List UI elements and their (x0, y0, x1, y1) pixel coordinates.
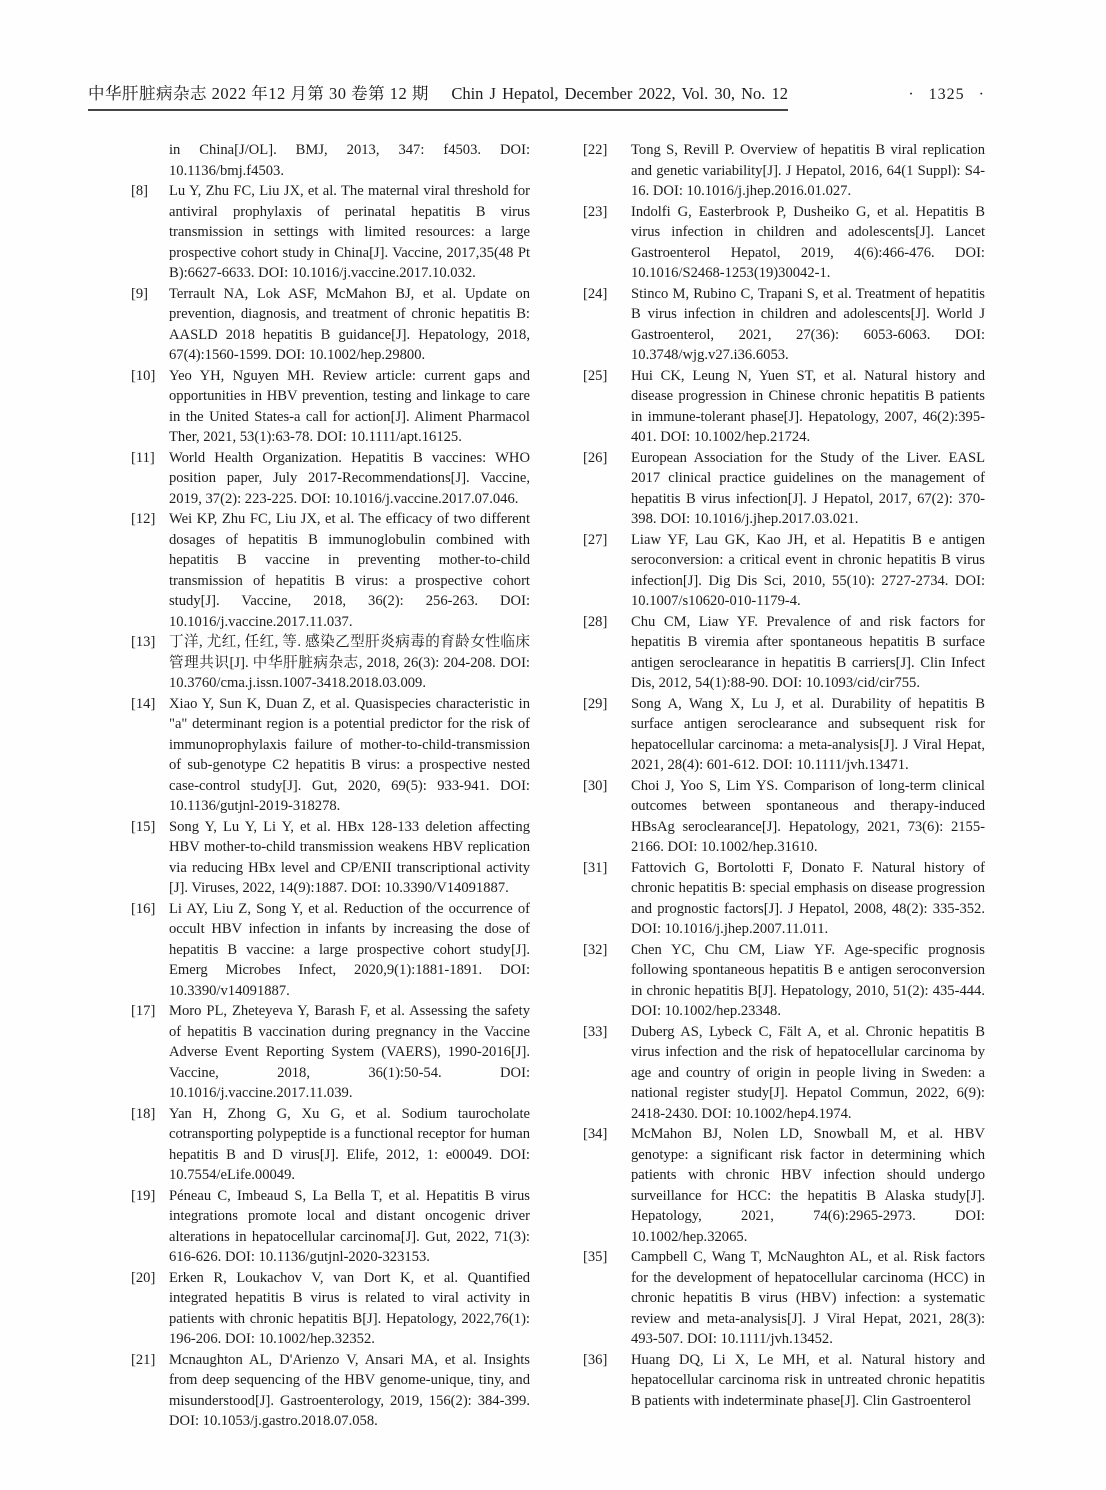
reference-number: [18] (131, 1105, 156, 1122)
reference-item (131, 140, 530, 181)
references-right-column (583, 140, 985, 1432)
reference-item (131, 1001, 530, 1104)
reference-text: Chu CM, Liaw YF. Prevalence of and risk factors for hepatitis B viremia after spontaneous hepatitis B surface antigen seroclearance in hepatitis B carriers[J]. Clin Infect Dis, 2012, 54(1):88-90. DOI: 10.1093/cid/cir755. (631, 613, 985, 691)
reference-number: [17] (131, 1003, 156, 1019)
page-header (88, 84, 985, 111)
reference-item (131, 509, 530, 632)
reference-item (583, 1247, 985, 1350)
reference-number: [29] (583, 695, 608, 712)
reference-number: [20] (131, 1269, 156, 1286)
reference-text: Song Y, Lu Y, Li Y, et al. HBx 128-133 deletion affecting HBV mother-to-child transmission weakens HBV replication via reducing HBx level and CP/ENII transcriptional activity [J]. Viruses, 2022, 14(9):1887. DOI: 10.3390/V14091887. (169, 818, 530, 896)
reference-item (583, 1124, 985, 1247)
reference-text: Indolfi G, Easterbrook P, Dusheiko G, et al. Hepatitis B virus infection in children and adolescents[J]. Lancet Gastroenterol Hepatol, 2019, 4(6):466-476. DOI: 10.1016/S2468-1253(19)30042-1. (631, 203, 985, 281)
reference-text: Péneau C, Imbeaud S, La Bella T, et al. Hepatitis B virus integrations promote local and distant oncogenic driver alterations in hepatocellular carcinoma[J]. Gut, 2022, 71(3): 616-626. DOI: 10.1136/gutjnl-2020-323153. (169, 1187, 530, 1265)
reference-text: Moro PL, Zheteyeva Y, Barash F, et al. Assessing the safety of hepatitis B vaccination during pregnancy in the Vaccine Adverse Event Reporting System (VAERS), 1990-2016[J]. Vaccine, 2018, 36(1):50-54. DOI: 10.1016/j.vaccine.2017.11.039. (169, 1003, 530, 1101)
reference-text: Tong S, Revill P. Overview of hepatitis B viral replication and genetic variability[J]. J Hepatol, 2016, 64(1 Suppl): S4-16. DOI: 10.1016/j.jhep.2016.01.027. (631, 142, 985, 199)
reference-item (131, 284, 530, 366)
reference-number: [24] (583, 285, 608, 302)
reference-text: Yan H, Zhong G, Xu G, et al. Sodium taurocholate cotransporting polypeptide is a functional receptor for human hepatitis B and D virus[J]. Elife, 2012, 1: e00049. DOI: 10.7554/eLife.00049. (169, 1105, 530, 1183)
reference-item (131, 366, 530, 448)
reference-number: [30] (583, 777, 608, 794)
reference-item (131, 1268, 530, 1350)
reference-item (131, 1186, 530, 1268)
reference-number: [10] (131, 367, 156, 384)
reference-number: [14] (131, 695, 156, 712)
reference-text: Hui CK, Leung N, Yuen ST, et al. Natural history and disease progression in Chinese chronic hepatitis B patients in immune-tolerant phase[J]. Hepatology, 2007, 46(2):395-401. DOI: 10.1002/hep.21724. (631, 367, 985, 445)
running-head (88, 84, 788, 111)
reference-text: Duberg AS, Lybeck C, Fält A, et al. Chronic hepatitis B virus infection and the risk of hepatocellular carcinoma by age and country of origin in people living in Sweden: a national register study[J]. Hepatol Commun, 2022, 6(9): 2418-2430. DOI: 10.1002/hep4.1974. (631, 1023, 985, 1122)
reference-number: [22] (583, 142, 608, 158)
reference-text: World Health Organization. Hepatitis B vaccines: WHO position paper, July 2017-Recommendations[J]. Vaccine, 2019, 37(2): 223-225. DOI: 10.1016/j.vaccine.2017.07.046. (169, 449, 530, 507)
reference-text: Campbell C, Wang T, McNaughton AL, et al. Risk factors for the development of hepatocellular carcinoma (HCC) in chronic hepatitis B virus (HBV) infection: a systematic review and meta-analysis[J]. J Viral Hepat, 2021, 28(3): 493-507. DOI: 10.1111/jvh.13452. (631, 1249, 985, 1347)
reference-number: [15] (131, 818, 156, 835)
reference-item (583, 530, 985, 612)
reference-number: [27] (583, 531, 608, 548)
reference-number: [23] (583, 203, 608, 220)
reference-item (583, 366, 985, 448)
reference-text: McMahon BJ, Nolen LD, Snowball M, et al. HBV genotype: a significant risk factor in determining which patients with chronic HBV infection should undergo surveillance for HCC: the hepatitis B Alaska study[J]. Hepatology, 2021, 74(6):2965-2973. DOI: 10.1002/hep.32065. (631, 1126, 985, 1245)
reference-item (131, 448, 530, 510)
reference-item (583, 940, 985, 1022)
reference-number: [26] (583, 449, 608, 466)
reference-text: Fattovich G, Bortolotti F, Donato F. Natural history of chronic hepatitis B: special emphasis on disease progression and prognostic factors[J]. J Hepatol, 2008, 48(2): 335-352. DOI: 10.1016/j.jhep.2007.11.011. (631, 859, 985, 937)
reference-text: Chen YC, Chu CM, Liaw YF. Age-specific prognosis following spontaneous hepatitis B e antigen seroconversion in chronic hepatitis B[J]. Hepatology, 2010, 51(2): 435-444. DOI: 10.1002/hep.23348. (631, 941, 985, 1019)
reference-number: [21] (131, 1351, 156, 1368)
reference-text: Lu Y, Zhu FC, Liu JX, et al. The maternal viral threshold for antiviral prophylaxis of perinatal hepatitis B virus transmission in settings with limited resources: a large prospective cohort study in China[J]. Vaccine, 2017,35(48 Pt B):6627-6633. DOI: 10.1016/j.vaccine.2017.10.032. (169, 183, 530, 281)
reference-item (583, 140, 985, 202)
reference-text: Song A, Wang X, Lu J, et al. Durability of hepatitis B surface antigen seroclearance and subsequent risk for hepatocellular carcinoma: a meta-analysis[J]. J Viral Hepat, 2021, 28(4): 601-612. DOI: 10.1111/jvh.13471. (631, 695, 985, 773)
reference-text: 丁洋, 尤红, 任红, 等. 感染乙型肝炎病毒的育龄女性临床管理共识[J]. 中华肝脏病杂志, 2018, 26(3): 204-208. DOI: 10.3760/cma.j.issn.1007-3418.2018.03.009. (169, 634, 530, 691)
reference-number: [34] (583, 1126, 608, 1142)
reference-item (583, 858, 985, 940)
reference-item (583, 1022, 985, 1125)
reference-number: [31] (583, 859, 608, 876)
reference-number: [25] (583, 367, 608, 384)
reference-item (583, 284, 985, 366)
reference-item (583, 448, 985, 530)
reference-item (131, 181, 530, 284)
reference-item (131, 694, 530, 817)
references-left-column (131, 140, 530, 1432)
reference-number: [35] (583, 1249, 608, 1265)
reference-number: [13] (131, 634, 156, 650)
reference-text: Choi J, Yoo S, Lim YS. Comparison of long-term clinical outcomes between spontaneous and therapy-induced HBsAg seroclearance[J]. Hepatology, 2021, 73(6): 2155-2166. DOI: 10.1002/hep.31610. (631, 777, 985, 855)
reference-number: [8] (131, 183, 149, 199)
reference-text: Liaw YF, Lau GK, Kao JH, et al. Hepatitis B e antigen seroconversion: a critical event in chronic hepatitis B virus infection[J]. Dig Dis Sci, 2010, 55(10): 2727-2734. DOI: 10.1007/s10620-010-1179-4. (631, 531, 985, 609)
reference-item (583, 1350, 985, 1412)
reference-number: [28] (583, 613, 608, 630)
references-section (131, 140, 985, 1432)
reference-item (583, 202, 985, 284)
reference-text: Wei KP, Zhu FC, Liu JX, et al. The efficacy of two different dosages of hepatitis B immunoglobulin combined with hepatitis B vaccine in preventing mother-to-child transmission of hepatitis B virus: a prospective cohort study[J]. Vaccine, 2018, 36(2): 256-263. DOI: 10.1016/j.vaccine.2017.11.037. (169, 511, 530, 630)
reference-item (583, 612, 985, 694)
reference-text: Huang DQ, Li X, Le MH, et al. Natural history and hepatocellular carcinoma risk in untreated chronic hepatitis B patients with indeterminate phase[J]. Clin Gastroenterol (631, 1351, 985, 1409)
reference-item (131, 899, 530, 1002)
reference-text: Li AY, Liu Z, Song Y, et al. Reduction of the occurrence of occult HBV infection in infants by increasing the dose of hepatitis B vaccine: a large prospective cohort study[J]. Emerg Microbes Infect, 2020,9(1):1881-1891. DOI: 10.3390/v14091887. (169, 900, 530, 999)
reference-number: [12] (131, 511, 156, 527)
reference-text: Yeo YH, Nguyen MH. Review article: current gaps and opportunities in HBV prevention, testing and linkage to care in the United States-a call for action[J]. Aliment Pharmacol Ther, 2021, 53(1):63-78. DOI: 10.1111/apt.16125. (169, 367, 530, 445)
reference-item (131, 632, 530, 694)
reference-number: [9] (131, 285, 149, 302)
reference-item (583, 776, 985, 858)
reference-text: Stinco M, Rubino C, Trapani S, et al. Treatment of hepatitis B virus infection in children and adolescents[J]. World J Gastroenterol, 2021, 27(36): 6053-6063. DOI: 10.3748/wjg.v27.i36.6053. (631, 285, 985, 363)
journal-title-chinese: 中华肝脏病杂志 2022 年12 月第 30 卷第 12 期 (88, 84, 429, 103)
reference-item (131, 1104, 530, 1186)
reference-item (583, 694, 985, 776)
reference-number: [33] (583, 1023, 608, 1040)
reference-text: Mcnaughton AL, D'Arienzo V, Ansari MA, et al. Insights from deep sequencing of the HBV genome-unique, tiny, and misunderstood[J]. Gastroenterology, 2019, 156(2): 384-399. DOI: 10.1053/j.gastro.2018.07.058. (169, 1351, 530, 1429)
reference-number: [19] (131, 1187, 156, 1204)
page-number: · 1325 · (908, 86, 985, 103)
reference-text: Erken R, Loukachov V, van Dort K, et al. Quantified integrated hepatitis B virus is related to viral activity in patients with chronic hepatitis B[J]. Hepatology, 2022,76(1): 196-206. DOI: 10.1002/hep.32352. (169, 1269, 530, 1347)
reference-number: [36] (583, 1351, 608, 1368)
reference-number: [16] (131, 900, 156, 917)
reference-number: [32] (583, 941, 608, 958)
reference-item (131, 817, 530, 899)
journal-title-english: Chin J Hepatol, December 2022, Vol. 30, No. 12 (451, 84, 788, 103)
reference-text: Terrault NA, Lok ASF, McMahon BJ, et al. Update on prevention, diagnosis, and treatment of chronic hepatitis B: AASLD 2018 hepatitis B guidance[J]. Hepatology, 2018, 67(4):1560-1599. DOI: 10.1002/hep.29800. (169, 285, 530, 363)
reference-number: [11] (131, 449, 155, 466)
reference-text: in China[J/OL]. BMJ, 2013, 347: f4503. DOI: 10.1136/bmj.f4503. (169, 142, 530, 179)
reference-item (131, 1350, 530, 1432)
reference-text: Xiao Y, Sun K, Duan Z, et al. Quasispecies characteristic in "a" determinant region is a potential predictor for the risk of immunoprophylaxis failure of mother-to-child-transmission of sub-genotype C2 hepatitis B virus: a prospective nested case-control study[J]. Gut, 2020, 69(5): 933-941. DOI: 10.1136/gutjnl-2019-318278. (169, 695, 530, 814)
reference-text: European Association for the Study of the Liver. EASL 2017 clinical practice guidelines on the management of hepatitis B virus infection[J]. J Hepatol, 2017, 67(2): 370-398. DOI: 10.1016/j.jhep.2017.03.021. (631, 449, 985, 527)
